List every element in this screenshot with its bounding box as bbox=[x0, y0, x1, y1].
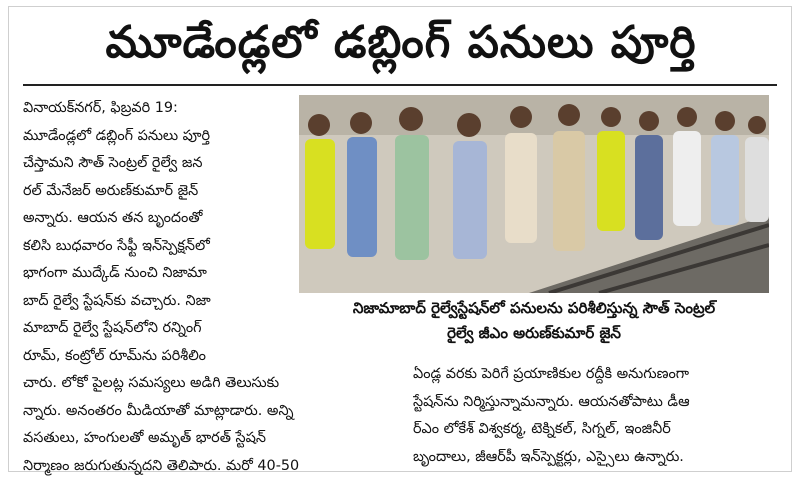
article-left-column bbox=[23, 95, 300, 480]
article-line: భాగంగా ముద్కేడ్ నుంచి నిజామా bbox=[23, 265, 207, 281]
article-line: రూమ్, కంట్రోల్ రూమ్‌ను పరిశీలిం bbox=[23, 347, 206, 364]
headline-divider bbox=[23, 84, 777, 86]
photo-caption bbox=[299, 296, 769, 346]
article-line: మాబాద్ రైల్వే స్టేషన్‌లోని రన్నింగ్ bbox=[23, 320, 202, 336]
article-line: మూడేండ్లలో డబ్లింగ్ పనులు పూర్తి bbox=[23, 127, 211, 144]
article-line: స్టేషన్‌ను నిర్మిస్తున్నామన్నారు. ఆయనతోపాటు డీఆ bbox=[413, 393, 690, 410]
article-line: ర్‌ఎం లోకేశ్ విశ్వకర్మ, టెక్నికల్, సిగ్నల్, ఇంజినీర్ bbox=[413, 421, 671, 437]
article-line: వినాయక్‌నగర్, ఫిబ్రవరి 19: bbox=[23, 100, 178, 116]
article-line: చారు. లోకో పైలట్ల సమస్యలు అడిగి తెలుసుకు bbox=[23, 375, 280, 391]
article-line: వసతులు, హంగులతో అమృత్ భారత్ స్టేషన్ bbox=[23, 430, 266, 446]
news-photo bbox=[299, 95, 769, 293]
group-photo-icon bbox=[299, 95, 769, 293]
article-line: అన్నారు. ఆయన తన బృందంతో bbox=[23, 210, 203, 226]
article-line: రల్ మేనేజర్ అరుణ్‌కుమార్ జైన్ bbox=[23, 182, 199, 199]
article-line: కలిసి బుధవారం సేఫ్టీ ఇన్‌స్పెక్షన్‌లో bbox=[23, 237, 210, 254]
article-line: ఏండ్ల వరకు పెరిగే ప్రయాణికుల రద్దీకి అనుగుణంగా bbox=[413, 366, 690, 382]
article-line: బాద్ రైల్వే స్టేషన్‌కు వచ్చారు. నిజా bbox=[23, 292, 211, 309]
article-line: చేస్తామని సౌత్ సెంట్రల్ రైల్వే జన bbox=[23, 155, 203, 171]
article-line: బృందాలు, జీఆర్‌పీ ఇన్‌స్పెక్టర్లు, ఎస్సైలు ఉన్నారు. bbox=[413, 448, 684, 465]
article-right-column bbox=[413, 361, 775, 471]
headline: మూడేండ్లలో డబ్లింగ్ పనులు పూర్తి bbox=[105, 17, 697, 68]
caption-line: నిజామాబాద్ రైల్వేస్టేషన్‌లో పనులను పరిశీలిస్తున్న సౌత్ సెంట్రల్ bbox=[352, 299, 716, 317]
caption-line: రైల్వే జీఎం అరుణ్‌కుమార్ జైన్ bbox=[447, 324, 621, 342]
article-line: నిర్మాణం జరుగుతున్నదని తెలిపారు. మరో 40-50 bbox=[23, 457, 300, 474]
article-line: న్నారు. అనంతరం మీడియాతో మాట్లాడారు. అన్ని bbox=[23, 402, 294, 419]
newspaper-clipping bbox=[8, 6, 792, 472]
